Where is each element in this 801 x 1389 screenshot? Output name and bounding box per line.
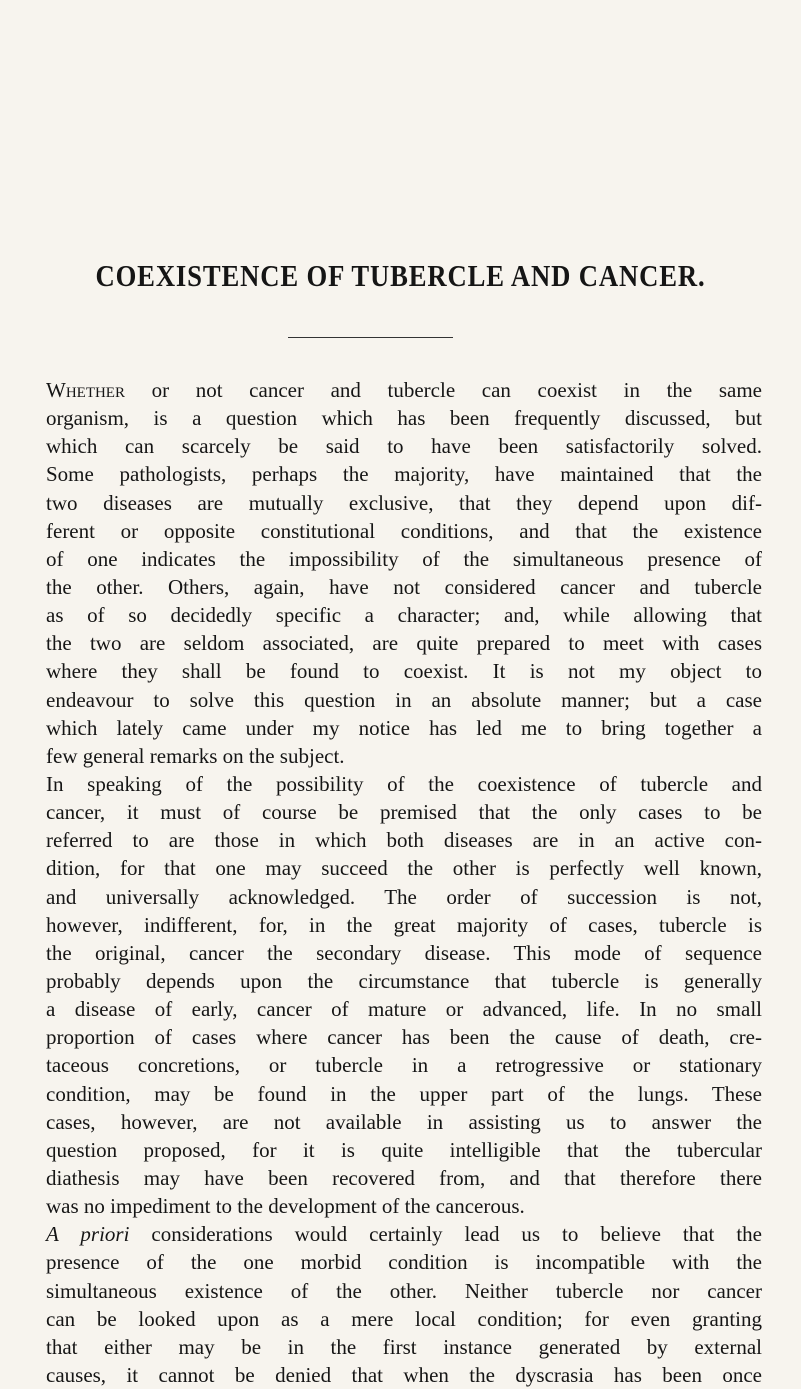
paragraph-1-line: Some pathologists, perhaps the majority, have maintained that the	[46, 462, 762, 487]
paragraph-3-line: can be looked upon as a mere local condition; for even granting	[46, 1306, 762, 1331]
paragraph-2-line: referred to are those in which both diseases are in an active con-	[46, 828, 762, 853]
paragraph-2-line: condition, may be found in the upper part of the lungs. These	[46, 1081, 762, 1106]
paragraph-2-line: taceous concretions, or tubercle in a retrogressive or stationary	[46, 1053, 762, 1078]
paragraph-1-line: organism, is a question which has been frequently discussed, but	[46, 406, 762, 431]
paragraph-3-line: simultaneous existence of the other. Neither tubercle nor cancer	[46, 1278, 762, 1303]
body-text	[46, 376, 762, 1389]
paragraph-3-line: A priori considerations would certainly lead us to believe that the	[46, 1222, 762, 1247]
paragraph-2-line: probably depends upon the circumstance that tubercle is generally	[46, 968, 762, 993]
paragraph-1-line: where they shall be found to coexist. It is not my object to	[46, 659, 762, 684]
paragraph-2-line: however, indifferent, for, in the great majority of cases, tubercle is	[46, 912, 762, 937]
title-divider	[288, 337, 453, 338]
italic-phrase: A priori	[46, 1222, 130, 1247]
paragraph-2-line: cancer, it must of course be premised that the only cases to be	[46, 800, 762, 825]
paragraph-1-line: few general remarks on the subject.	[46, 743, 345, 768]
paragraph-2-line: diathesis may have been recovered from, and that therefore there	[46, 1165, 762, 1190]
paragraph-1-line: as of so decidedly specific a character; and, while allowing that	[46, 603, 762, 628]
paragraph-2-line: In speaking of the possibility of the coexistence of tubercle and	[46, 771, 762, 796]
paragraph-1-line: the two are seldom associated, are quite prepared to meet with cases	[46, 631, 762, 656]
paragraph-2-line: and universally acknowledged. The order of succession is not,	[46, 884, 762, 909]
paragraph-2-line: question proposed, for it is quite intelligible that the tubercular	[46, 1137, 762, 1162]
paragraph-2-line: dition, for that one may succeed the other is perfectly well known,	[46, 856, 762, 881]
paragraph-3-line: presence of the one morbid condition is incompatible with the	[46, 1250, 762, 1275]
paragraph-1-line: Whether or not cancer and tubercle can coexist in the same	[46, 378, 762, 402]
paragraph-2-line: a disease of early, cancer of mature or advanced, life. In no small	[46, 997, 762, 1022]
paragraph-1-line: the other. Others, again, have not considered cancer and tubercle	[46, 574, 762, 599]
paragraph-3-line: that either may be in the first instance generated by external	[46, 1334, 762, 1359]
paragraph-2-line: cases, however, are not available in assisting us to answer the	[46, 1109, 762, 1134]
page-title: COEXISTENCE OF TUBERCLE AND CANCER.	[95, 258, 706, 293]
paragraph-2-line: proportion of cases where cancer has been the cause of death, cre-	[46, 1025, 762, 1050]
paragraph-2-line: was no impediment to the development of the cancerous.	[46, 1194, 525, 1219]
paragraph-3-line: causes, it cannot be denied that when the dyscrasia has been once	[46, 1362, 762, 1387]
paragraph-1-line: of one indicates the impossibility of the simultaneous presence of	[46, 546, 762, 571]
paragraph-1-line: which can scarcely be said to have been satisfactorily solved.	[46, 434, 762, 459]
paragraph-1-line: two diseases are mutually exclusive, that they depend upon dif-	[46, 490, 762, 515]
paragraph-1-line: which lately came under my notice has led me to bring together a	[46, 715, 762, 740]
paragraph-2-line: the original, cancer the secondary disease. This mode of sequence	[46, 940, 762, 965]
paragraph-1-line: ferent or opposite constitutional conditions, and that the existence	[46, 518, 762, 543]
drop-word: Whether	[46, 378, 125, 402]
paragraph-1-line: endeavour to solve this question in an absolute manner; but a case	[46, 687, 762, 712]
